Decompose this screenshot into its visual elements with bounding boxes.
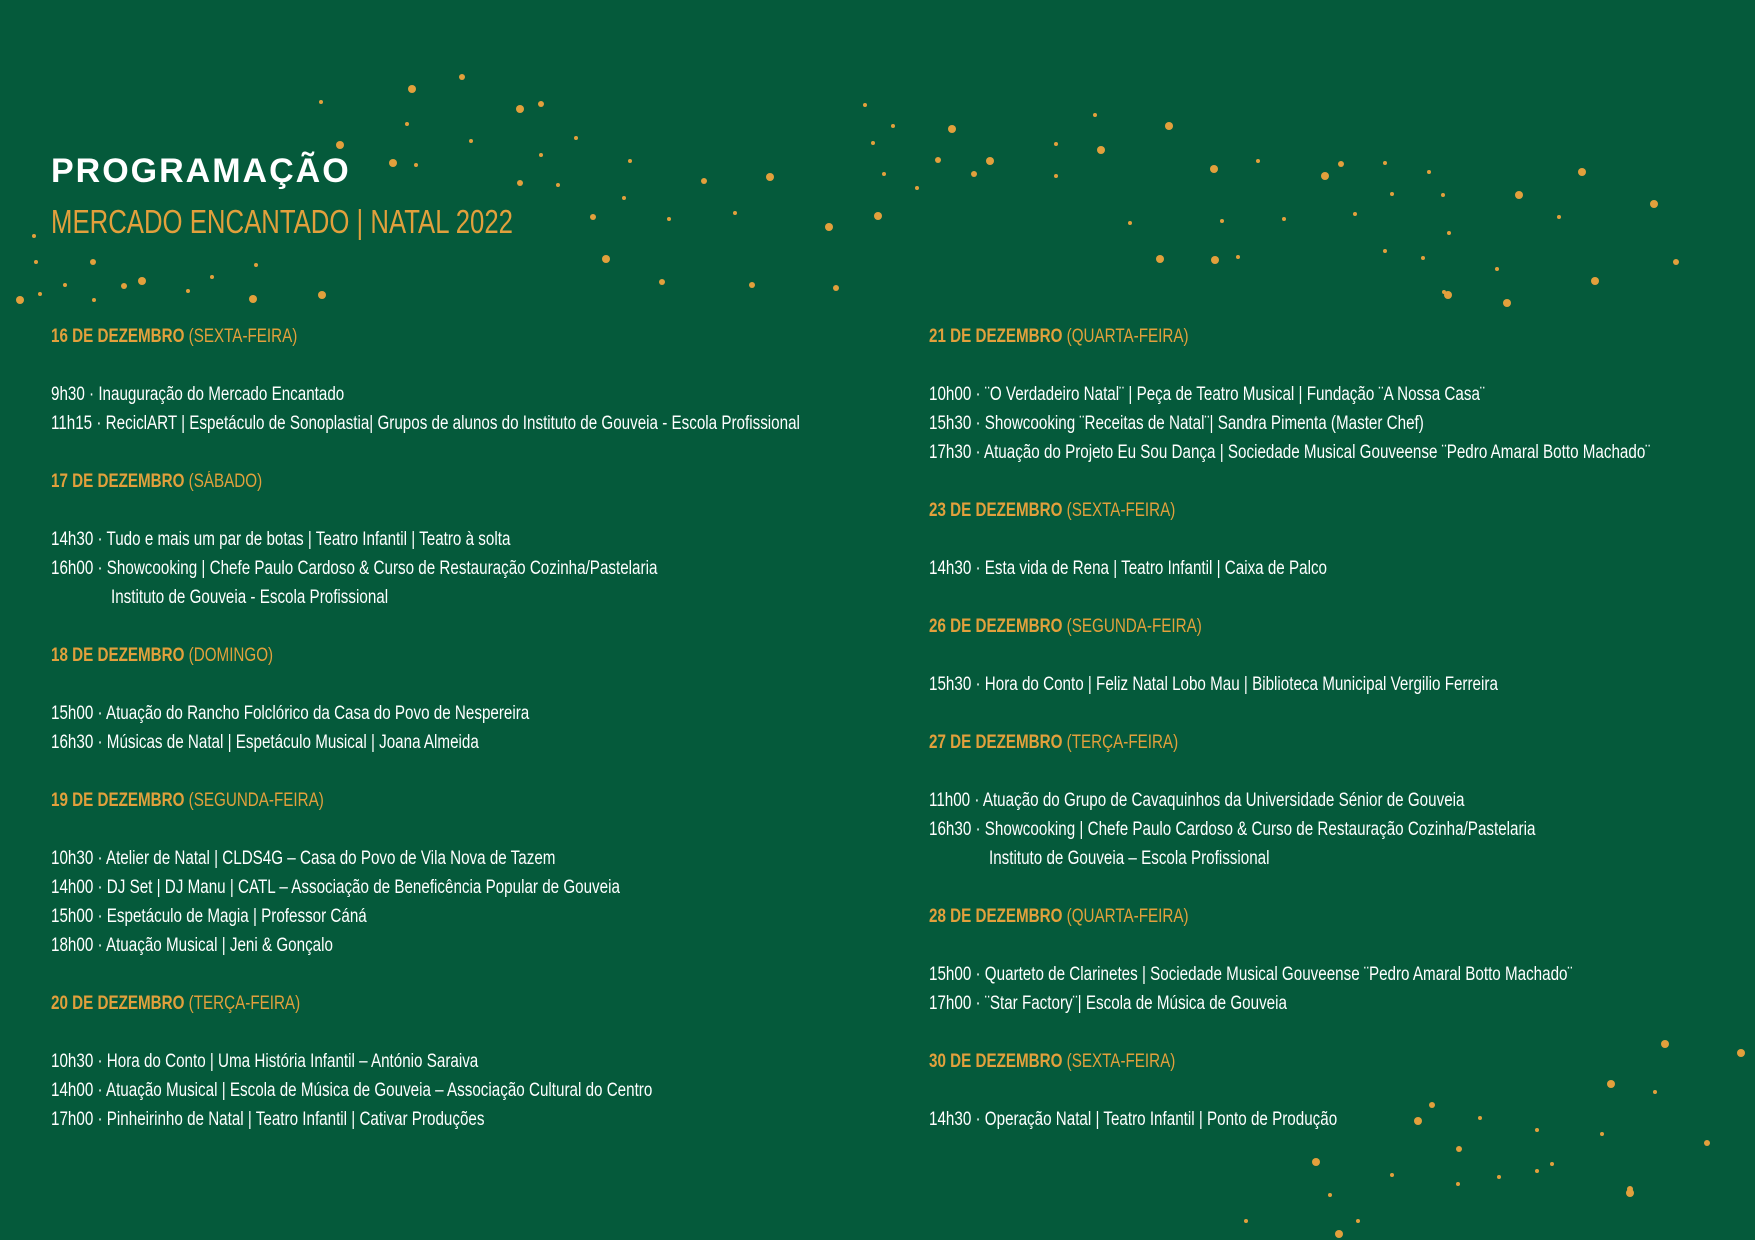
- day-weekday: (SEXTA-FEIRA): [1066, 1051, 1176, 1072]
- event-time: 10h30: [51, 848, 94, 869]
- gold-dot: [622, 196, 626, 200]
- gold-dot: [32, 234, 36, 238]
- gold-dot: [254, 263, 258, 267]
- gold-dot: [389, 159, 397, 167]
- gold-dot: [90, 259, 96, 265]
- bullet-separator: ·: [971, 964, 985, 985]
- gold-dot: [1383, 161, 1387, 165]
- event-time: 11h15: [51, 413, 93, 434]
- gold-dot: [210, 275, 214, 279]
- day-date: 17 DE DEZEMBRO: [51, 471, 185, 492]
- day-heading: [51, 641, 771, 670]
- day-heading: [51, 786, 771, 815]
- event-description: Esta vida de Rena | Teatro Infantil | Caixa de Palco: [984, 558, 1328, 579]
- bullet-separator: ·: [971, 993, 985, 1014]
- gold-dot: [766, 173, 774, 181]
- gold-dot: [1356, 1219, 1360, 1223]
- spacer: [51, 438, 951, 467]
- spacer: [929, 351, 1755, 380]
- bullet-separator: ·: [92, 413, 106, 434]
- page-subtitle: MERCADO ENCANTADO | NATAL 2022: [51, 203, 514, 240]
- event-continuation: Instituto de Gouveia - Escola Profissional: [111, 587, 389, 608]
- bullet-separator: ·: [93, 935, 106, 956]
- day-date: 30 DE DEZEMBRO: [929, 1051, 1063, 1072]
- gold-dot: [1650, 200, 1658, 208]
- event-time: 14h30: [929, 558, 972, 579]
- gold-dot: [1328, 1193, 1332, 1197]
- bullet-separator: ·: [971, 442, 984, 463]
- gold-dot: [1578, 168, 1586, 176]
- gold-dot: [667, 217, 671, 221]
- gold-dot: [1515, 191, 1523, 199]
- gold-dot: [63, 283, 67, 287]
- day-weekday: (TERÇA-FEIRA): [1066, 732, 1179, 753]
- bullet-separator: ·: [971, 558, 985, 579]
- event-item: [51, 931, 771, 960]
- event-continuation: Instituto de Gouveia – Escola Profissional: [989, 848, 1270, 869]
- event-item: [929, 380, 1649, 409]
- event-description: Tudo e mais um par de botas | Teatro Infantil | Teatro à solta: [106, 529, 511, 550]
- event-description: Hora do Conto | Uma História Infantil – António Saraiva: [106, 1051, 479, 1072]
- spacer: [929, 583, 1755, 612]
- gold-dot: [1421, 256, 1425, 260]
- day-block: [51, 322, 951, 467]
- gold-dot: [1156, 255, 1164, 263]
- event-description: Showcooking | Chefe Paulo Cardoso & Curso de Restauração Cozinha/Pastelaria: [984, 819, 1536, 840]
- gold-dot: [874, 212, 882, 220]
- day-heading: [929, 902, 1649, 931]
- event-description: Pinheirinho de Natal | Teatro Infantil | Cativar Produções: [106, 1109, 485, 1130]
- bullet-separator: ·: [93, 529, 107, 550]
- gold-dot: [1256, 159, 1260, 163]
- bullet-separator: ·: [93, 1051, 107, 1072]
- event-item: [929, 815, 1649, 844]
- day-heading: [929, 496, 1649, 525]
- gold-dot: [1383, 249, 1387, 253]
- gold-dot: [516, 105, 524, 113]
- day-heading: [51, 989, 771, 1018]
- event-item: [51, 699, 771, 728]
- day-weekday: (SEGUNDA-FEIRA): [188, 790, 324, 811]
- spacer: [929, 1018, 1755, 1047]
- event-time: 17h00: [929, 993, 972, 1014]
- gold-dot: [1321, 172, 1329, 180]
- day-date: 27 DE DEZEMBRO: [929, 732, 1063, 753]
- day-heading: [929, 1047, 1649, 1076]
- gold-dot: [871, 141, 875, 145]
- spacer: [929, 873, 1755, 902]
- gold-dot: [1054, 174, 1058, 178]
- spacer: [51, 1018, 951, 1047]
- gold-dot: [1353, 212, 1357, 216]
- spacer: [929, 1134, 1755, 1163]
- spacer: [51, 757, 951, 786]
- event-description: Atelier de Natal | CLDS4G – Casa do Povo de Vila Nova de Tazem: [105, 848, 556, 869]
- event-item: [929, 960, 1649, 989]
- gold-dot: [318, 291, 326, 299]
- day-weekday: (SEGUNDA-FEIRA): [1066, 616, 1202, 637]
- gold-dot: [1097, 146, 1105, 154]
- event-description: Atuação Musical | Jeni & Gonçalo: [105, 935, 333, 956]
- gold-dot: [34, 260, 38, 264]
- event-item: [51, 902, 771, 931]
- event-item: [51, 409, 800, 438]
- gold-dot: [1627, 1186, 1633, 1192]
- gold-dot: [539, 153, 543, 157]
- gold-dot: [556, 183, 560, 187]
- gold-dot: [1093, 113, 1097, 117]
- bullet-separator: ·: [93, 703, 106, 724]
- spacer: [929, 467, 1755, 496]
- gold-dot: [1165, 122, 1173, 130]
- gold-dot: [336, 141, 344, 149]
- event-time: 16h30: [51, 732, 94, 753]
- gold-dot: [319, 100, 323, 104]
- event-description: ReciclART | Espetáculo de Sonoplastia| Grupos de alunos do Instituto de Gouveia - Escola Profissional: [105, 413, 800, 434]
- day-weekday: (QUARTA-FEIRA): [1066, 326, 1189, 347]
- event-time: 14h30: [51, 529, 94, 550]
- event-item: [51, 554, 771, 583]
- event-item: [51, 1076, 771, 1105]
- event-item: [51, 1047, 771, 1076]
- event-description: Atuação Musical | Escola de Música de Gouveia – Associação Cultural do Centro: [105, 1080, 653, 1101]
- spacer: [51, 670, 951, 699]
- gold-dot: [628, 159, 632, 163]
- gold-dot: [538, 101, 544, 107]
- gold-dot: [1503, 299, 1511, 307]
- gold-dot: [405, 122, 409, 126]
- event-item: [929, 438, 1649, 467]
- gold-dot: [1244, 1219, 1248, 1223]
- gold-dot: [602, 255, 610, 263]
- gold-dot: [749, 282, 755, 288]
- spacer: [51, 351, 951, 380]
- gold-dot: [701, 178, 707, 184]
- gold-dot: [948, 125, 956, 133]
- event-description: Quarteto de Clarinetes | Sociedade Musical Gouveense ¨Pedro Amaral Botto Machado¨: [984, 964, 1573, 985]
- event-item: [51, 1105, 771, 1134]
- event-time: 14h00: [51, 877, 94, 898]
- gold-dot: [1557, 215, 1561, 219]
- event-description: Atuação do Projeto Eu Sou Dança | Sociedade Musical Gouveense ¨Pedro Amaral Botto Machado¨: [983, 442, 1651, 463]
- day-date: 20 DE DEZEMBRO: [51, 993, 185, 1014]
- event-time: 14h30: [929, 1109, 972, 1130]
- day-heading: [929, 612, 1649, 641]
- bullet-separator: ·: [93, 1109, 107, 1130]
- gold-dot: [590, 214, 596, 220]
- day-block: [929, 1047, 1755, 1163]
- gold-dot: [92, 298, 96, 302]
- day-date: 16 DE DEZEMBRO: [51, 326, 185, 347]
- bullet-separator: ·: [971, 819, 985, 840]
- event-description: DJ Set | DJ Manu | CATL – Associação de Beneficência Popular de Gouveia: [106, 877, 620, 898]
- bullet-separator: ·: [971, 384, 985, 405]
- day-heading: [51, 322, 771, 351]
- event-time: 14h00: [51, 1080, 94, 1101]
- day-block: [929, 902, 1755, 1047]
- day-block: [929, 322, 1755, 496]
- gold-dot: [1390, 1173, 1394, 1177]
- gold-dot: [408, 85, 416, 93]
- day-weekday: (DOMINGO): [188, 645, 274, 666]
- event-item: [51, 728, 771, 757]
- event-time: 15h00: [51, 703, 94, 724]
- event-item: [51, 380, 771, 409]
- gold-dot: [459, 74, 465, 80]
- schedule-right-column: [929, 322, 1755, 1163]
- spacer: [51, 612, 951, 641]
- event-time: 11h00: [929, 790, 971, 811]
- spacer: [51, 960, 951, 989]
- spacer: [929, 525, 1755, 554]
- gold-dot: [1282, 217, 1286, 221]
- event-time: 15h30: [929, 674, 972, 695]
- gold-dot: [1390, 192, 1394, 196]
- event-time: 10h30: [51, 1051, 94, 1072]
- gold-dot: [1497, 1175, 1501, 1179]
- day-date: 18 DE DEZEMBRO: [51, 645, 185, 666]
- day-block: [51, 641, 951, 786]
- event-item: [51, 873, 771, 902]
- spacer: [929, 641, 1755, 670]
- bullet-separator: ·: [93, 732, 107, 753]
- gold-dot: [1495, 267, 1499, 271]
- day-weekday: (QUARTA-FEIRA): [1066, 906, 1189, 927]
- gold-dot: [825, 223, 833, 231]
- spacer: [929, 699, 1755, 728]
- event-description: Hora do Conto | Feliz Natal Lobo Mau | Biblioteca Municipal Vergilio Ferreira: [984, 674, 1498, 695]
- day-block: [51, 786, 951, 989]
- event-item: [51, 844, 771, 873]
- event-time: 15h30: [929, 413, 972, 434]
- day-block: [929, 728, 1755, 902]
- event-description: Atuação do Rancho Folclórico da Casa do Povo de Nespereira: [105, 703, 530, 724]
- gold-dot: [882, 172, 886, 176]
- gold-dot: [517, 180, 523, 186]
- event-description: ¨Star Factory¨| Escola de Música de Gouveia: [984, 993, 1287, 1014]
- gold-dot: [971, 171, 977, 177]
- event-description: Operação Natal | Teatro Infantil | Ponto de Produção: [984, 1109, 1338, 1130]
- day-heading: [51, 467, 771, 496]
- gold-dot: [138, 277, 146, 285]
- page-title: PROGRAMAÇÃO: [51, 152, 351, 190]
- gold-dot: [16, 296, 24, 304]
- gold-dot: [1441, 193, 1445, 197]
- gold-dot: [414, 163, 418, 167]
- day-heading: [929, 322, 1649, 351]
- bullet-separator: ·: [93, 1080, 106, 1101]
- event-description: Inauguração do Mercado Encantado: [98, 384, 345, 405]
- gold-dot: [121, 283, 127, 289]
- gold-dot: [1456, 1182, 1460, 1186]
- day-block: [51, 989, 951, 1163]
- event-time: 16h00: [51, 558, 94, 579]
- day-block: [51, 467, 951, 641]
- bullet-separator: ·: [93, 558, 107, 579]
- spacer: [929, 757, 1755, 786]
- gold-dot: [986, 157, 994, 165]
- gold-dot: [186, 289, 190, 293]
- event-time: 15h00: [51, 906, 94, 927]
- gold-dot: [1236, 255, 1240, 259]
- bullet-separator: ·: [970, 790, 983, 811]
- gold-dot: [1211, 256, 1219, 264]
- event-time: 10h00: [929, 384, 972, 405]
- event-time: 17h30: [929, 442, 972, 463]
- bullet-separator: ·: [971, 1109, 985, 1130]
- gold-dot: [1054, 142, 1058, 146]
- event-item: [929, 786, 1649, 815]
- day-date: 19 DE DEZEMBRO: [51, 790, 185, 811]
- gold-dot: [1128, 221, 1132, 225]
- event-time: 9h30: [51, 384, 85, 405]
- bullet-separator: ·: [93, 906, 107, 927]
- bullet-separator: ·: [93, 877, 107, 898]
- gold-dot: [833, 285, 839, 291]
- event-item: [929, 1105, 1649, 1134]
- day-weekday: (SÁBADO): [188, 471, 263, 492]
- event-time: 17h00: [51, 1109, 94, 1130]
- gold-dot: [1442, 290, 1446, 294]
- event-time: 18h00: [51, 935, 94, 956]
- day-date: 26 DE DEZEMBRO: [929, 616, 1063, 637]
- event-time: 16h30: [929, 819, 972, 840]
- event-item: [929, 670, 1649, 699]
- gold-dot: [1220, 219, 1224, 223]
- gold-dot: [38, 292, 42, 296]
- gold-dot: [1535, 1169, 1539, 1173]
- bullet-separator: ·: [93, 848, 106, 869]
- day-weekday: (TERÇA-FEIRA): [188, 993, 301, 1014]
- event-time: 15h00: [929, 964, 972, 985]
- bullet-separator: ·: [971, 674, 985, 695]
- day-block: [929, 612, 1755, 728]
- gold-dot: [935, 157, 941, 163]
- event-description: Atuação do Grupo de Cavaquinhos da Universidade Sénior de Gouveia: [982, 790, 1465, 811]
- day-date: 21 DE DEZEMBRO: [929, 326, 1063, 347]
- spacer: [929, 1076, 1755, 1105]
- gold-dot: [1447, 231, 1451, 235]
- gold-dot: [1673, 259, 1679, 265]
- day-weekday: (SEXTA-FEIRA): [1066, 500, 1176, 521]
- gold-dot: [1335, 1230, 1343, 1238]
- spacer: [929, 931, 1755, 960]
- event-item: [929, 554, 1649, 583]
- day-block: [929, 496, 1755, 612]
- day-date: 28 DE DEZEMBRO: [929, 906, 1063, 927]
- day-weekday: (SEXTA-FEIRA): [188, 326, 298, 347]
- bullet-separator: ·: [84, 384, 99, 405]
- gold-dot: [1427, 170, 1431, 174]
- gold-dot: [915, 186, 919, 190]
- day-date: 23 DE DEZEMBRO: [929, 500, 1063, 521]
- gold-dot: [1338, 161, 1344, 167]
- event-description: Músicas de Natal | Espetáculo Musical | Joana Almeida: [106, 732, 479, 753]
- event-description: Espetáculo de Magia | Professor Cáná: [106, 906, 367, 927]
- schedule-left-column: [51, 322, 951, 1163]
- spacer: [51, 496, 951, 525]
- event-item: [51, 525, 771, 554]
- gold-dot: [1591, 277, 1599, 285]
- gold-dot: [863, 103, 867, 107]
- gold-dot: [249, 295, 257, 303]
- gold-dot: [574, 136, 578, 140]
- event-item: [929, 989, 1649, 1018]
- spacer: [51, 1134, 951, 1163]
- event-description: Showcooking ¨Receitas de Natal¨| Sandra Pimenta (Master Chef): [984, 413, 1424, 434]
- spacer: [51, 815, 951, 844]
- event-item: [929, 409, 1649, 438]
- gold-dot: [469, 139, 473, 143]
- gold-dot: [891, 124, 895, 128]
- event-description: ¨O Verdadeiro Natal¨ | Peça de Teatro Musical | Fundação ¨A Nossa Casa¨: [984, 384, 1485, 405]
- event-description: Showcooking | Chefe Paulo Cardoso & Curso de Restauração Cozinha/Pastelaria: [106, 558, 658, 579]
- gold-dot: [1210, 165, 1218, 173]
- gold-dot: [733, 211, 737, 215]
- day-heading: [929, 728, 1649, 757]
- gold-dot: [659, 279, 665, 285]
- bullet-separator: ·: [971, 413, 985, 434]
